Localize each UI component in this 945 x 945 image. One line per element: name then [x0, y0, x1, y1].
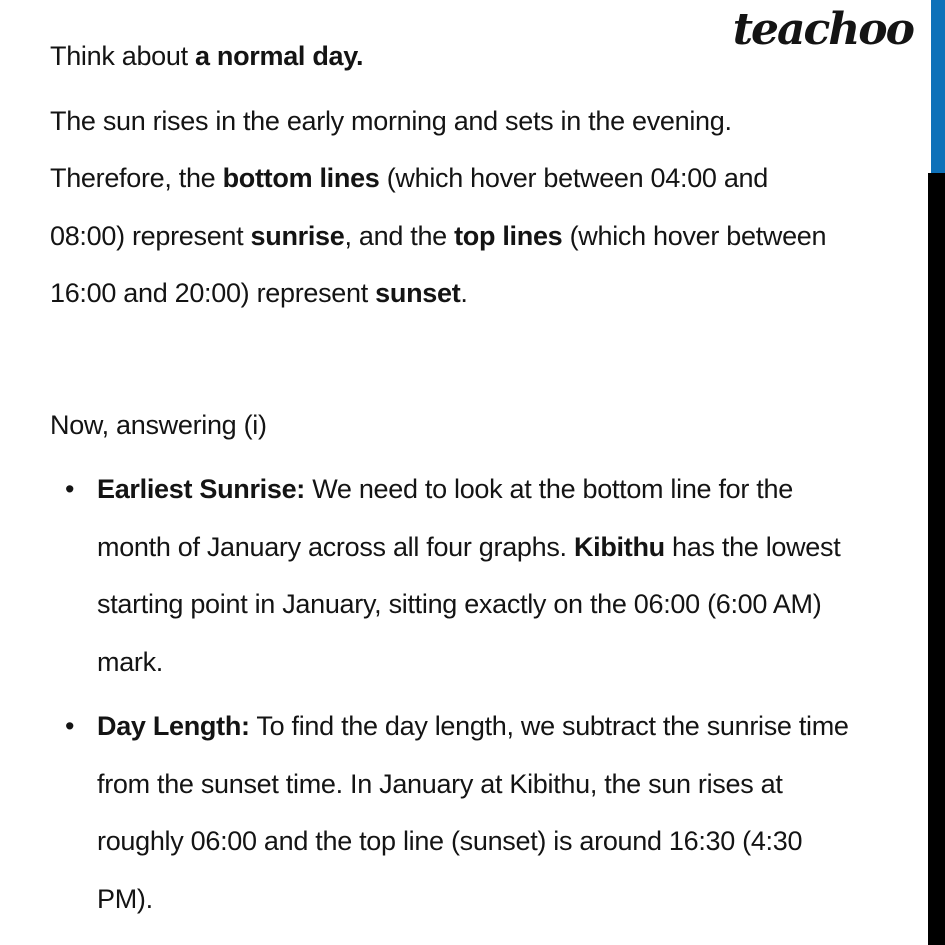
text-segment: from the sunset time. In January at Kibithu, the sun rises at — [97, 768, 783, 799]
text-segment: (which hover between — [562, 220, 827, 251]
bold-text-segment: Earliest Sunrise: — [97, 474, 305, 504]
text-line — [50, 265, 935, 323]
bullet-text — [97, 698, 935, 928]
text-line — [97, 813, 935, 871]
text-line — [97, 634, 935, 692]
bullet-marker: • — [65, 474, 75, 504]
text-line — [50, 28, 935, 86]
slide-content — [50, 28, 935, 935]
text-segment: , and the — [344, 220, 455, 251]
teachoo-logo: teachoo — [732, 4, 913, 55]
blank-spacer — [50, 330, 935, 397]
text-line — [50, 397, 935, 455]
text-segment: starting point in January, sitting exactly on the 06:00 (6:00 AM) — [97, 589, 822, 619]
text-line — [97, 698, 935, 756]
text-segment: 16:00 and 20:00) represent — [50, 278, 376, 308]
text-line — [97, 519, 935, 577]
bold-text-segment: sunrise — [250, 220, 345, 251]
text-segment: has the lowest — [664, 531, 841, 562]
text-segment: To find the day length, we subtract the sunrise time — [249, 711, 849, 741]
text-segment: PM). — [97, 883, 153, 914]
bold-text-segment: a normal day. — [195, 41, 364, 71]
text-segment: mark. — [97, 646, 164, 677]
bullet-earliest-sunrise — [50, 461, 935, 691]
text-line — [97, 756, 935, 814]
text-line — [97, 576, 935, 634]
text-line — [50, 150, 935, 208]
answering-heading — [50, 397, 935, 455]
bullet-text — [97, 461, 935, 691]
explanation-paragraph — [50, 93, 935, 323]
text-segment: roughly 06:00 and the top line (sunset) is around 16:30 (4:30 — [97, 826, 803, 856]
text-segment: month of January across all four graphs. — [97, 531, 574, 562]
text-segment: 08:00) represent — [50, 220, 251, 251]
text-segment: Therefore, the — [50, 163, 223, 193]
text-segment: The sun rises in the early morning and sets in the evening. — [50, 105, 732, 136]
bold-text-segment: Day Length: — [97, 711, 250, 741]
bold-text-segment: bottom lines — [222, 163, 380, 193]
bullet-day-length — [50, 698, 935, 928]
text-line — [97, 871, 935, 929]
bold-text-segment: top lines — [454, 220, 563, 251]
text-segment: (which hover between 04:00 and — [379, 163, 768, 193]
bold-text-segment: sunset — [375, 278, 461, 308]
bold-text-segment: Kibithu — [573, 531, 665, 562]
text-segment: . — [460, 278, 468, 308]
text-line — [50, 93, 935, 151]
intro-paragraph — [50, 28, 935, 86]
text-segment: We need to look at the bottom line for the — [305, 474, 793, 504]
bullet-marker: • — [65, 711, 75, 741]
text-line — [97, 461, 935, 519]
text-segment: Think about — [50, 41, 195, 71]
text-segment: Now, answering (i) — [50, 409, 267, 440]
text-line — [50, 208, 935, 266]
